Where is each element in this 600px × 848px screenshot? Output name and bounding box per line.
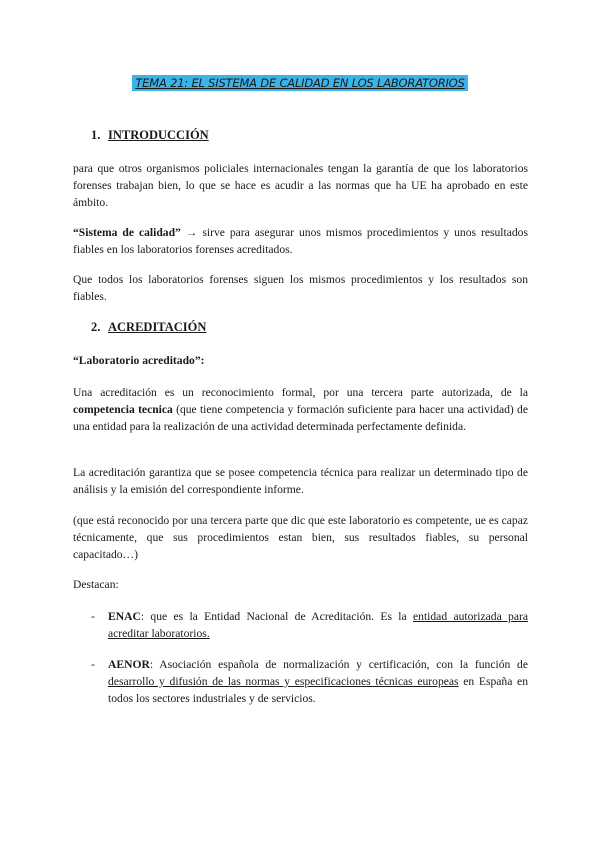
term-bold: “Sistema de calidad”: [73, 226, 181, 239]
term-bold: AENOR: [108, 658, 150, 671]
list-dash: -: [91, 658, 95, 671]
subheading: “Laboratorio acreditado”:: [73, 354, 205, 367]
section-number: 1.: [91, 128, 101, 142]
list-item: [91, 656, 528, 707]
list-dash: -: [91, 610, 95, 623]
paragraph-acreditacion: [73, 384, 528, 435]
list-item: [91, 608, 528, 642]
page-title: [0, 74, 600, 92]
list-item-body: [108, 608, 528, 642]
paragraph-sistema-calidad: [73, 224, 528, 258]
text: en España en todos los sectores industriales y de servicios.: [108, 675, 528, 705]
underlined-text: entidad autorizada para acreditar laboratorios.: [108, 610, 528, 640]
section-heading-introduccion: [91, 128, 209, 143]
section-heading-acreditacion: [91, 320, 206, 335]
paragraph: La acreditación garantiza que se posee competencia técnica para realizar un determinado tipo de análisis y la emisión del correspondiente informe.: [73, 466, 528, 496]
term-definition: → sirve para asegurar unos mismos procedimientos y unos resultados fiables en los laboratorios forenses acreditados.: [73, 226, 528, 256]
paragraph: Destacan:: [73, 578, 119, 591]
paragraph: para que otros organismos policiales internacionales tengan la garantía de que los laboratorios forenses trabajan bien, lo que se hace es acudir a las normas que ha UE ha aprobado en este ámbito.: [73, 162, 528, 209]
paragraph: (que está reconocido por una tercera parte que dic que este laboratorio es competente, ue es capaz técnicamente, que sus procedimientos estan bien, sus resultados fiables, su personal capacitado…): [73, 514, 528, 561]
text: (que tiene competencia y formación suficiente para hacer una actividad) de una entidad para la realización de una actividad determinada perfectamente definida.: [73, 403, 528, 433]
section-heading-text: INTRODUCCIÓN: [108, 128, 209, 142]
text: : Asociación española de normalización y certificación, con la función de: [149, 658, 528, 671]
underlined-text: desarrollo y difusión de las normas y especificaciones técnicas europeas: [108, 675, 459, 688]
section-number: 2.: [91, 320, 101, 334]
section-heading-text: ACREDITACIÓN: [108, 320, 207, 334]
term-bold: competencia tecnica: [73, 403, 173, 416]
text: : que es la Entidad Nacional de Acreditación. Es la: [140, 610, 413, 623]
text: Una acreditación es un reconocimiento formal, por una tercera parte autorizada, de la: [73, 386, 528, 399]
title-text: TEMA 21: EL SISTEMA DE CALIDAD EN LOS LABORATORIOS: [132, 75, 467, 91]
list-item-body: [108, 656, 528, 707]
term-bold: ENAC: [108, 610, 141, 623]
paragraph: Que todos los laboratorios forenses siguen los mismos procedimientos y los resultados son fiables.: [73, 273, 528, 303]
